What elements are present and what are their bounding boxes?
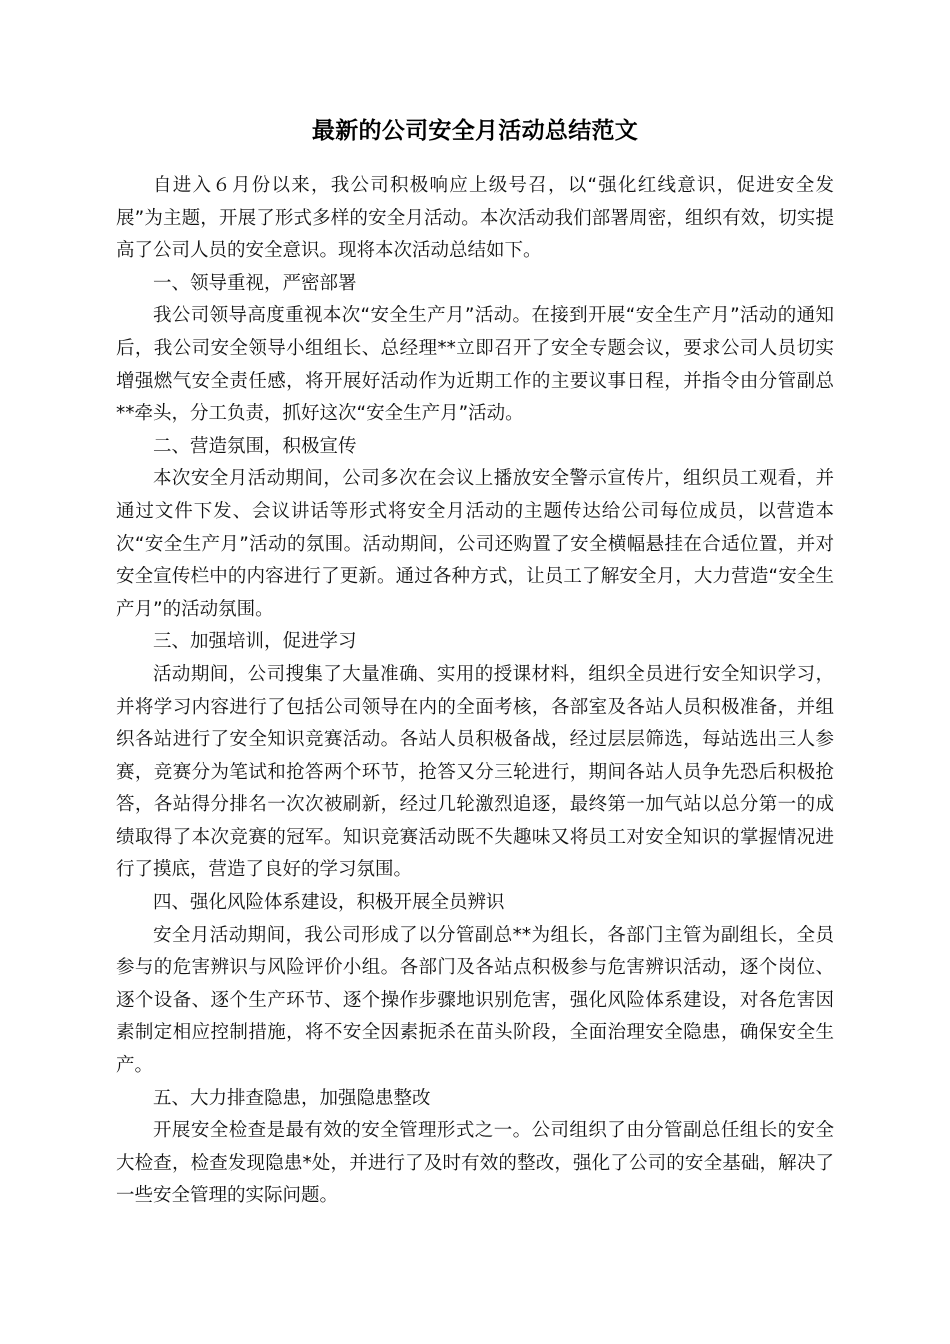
section-heading-5: 五、大力排查隐患，加强隐患整改	[153, 1087, 431, 1109]
section-heading-2: 二、营造氛围，积极宣传	[153, 435, 357, 457]
section-heading-4: 四、强化风险体系建设，积极开展全员辨识	[153, 892, 505, 914]
section-body-1: 我公司领导高度重视本次“安全生产月”活动。在接到开展“安全生产月”活动的通知后，我公司安全领导小组组长、总经理**立即召开了安全专题会议，要求公司人员切实增强燃气安全责任感，将开展好活动作为近期工作的主要议事日程，并指令由分管副总**牵头，分工负责，抓好这次“安全生产月”活动。	[116, 305, 834, 425]
intro-paragraph: 自进入６月份以来，我公司积极响应上级号召，以“强化红线意识，促进安全发展”为主题，开展了形式多样的安全月活动。本次活动我们部署周密，组织有效，切实提高了公司人员的安全意识。现将本次活动总结如下。	[116, 175, 834, 262]
section-body-3: 活动期间，公司搜集了大量准确、实用的授课材料，组织全员进行安全知识学习，并将学习内容进行了包括公司领导在内的全面考核，各部室及各站人员积极准备，并组织各站进行了安全知识竞赛活动。各站人员积极备战，经过层层筛选，每站选出三人参赛，竞赛分为笔试和抢答两个环节，抢答又分三轮进行，期间各站人员争先恐后积极抢答，各站得分排名一次次被刷新，经过几轮激烈追逐，最终第一加气站以总分第一的成绩取得了本次竞赛的冠军。知识竞赛活动既不失趣味又将员工对安全知识的掌握情况进行了摸底，营造了良好的学习氛围。	[116, 663, 834, 881]
section-heading-1: 一、领导重视，严密部署	[153, 272, 357, 294]
section-body-4: 安全月活动期间，我公司形成了以分管副总**为组长，各部门主管为副组长，全员参与的危害辨识与风险评价小组。各部门及各站点积极参与危害辨识活动，逐个岗位、逐个设备、逐个生产环节、逐个操作步骤地识别危害，强化风险体系建设，对各危害因素制定相应控制措施，将不安全因素扼杀在苗头阶段，全面治理安全隐患，确保安全生产。	[116, 924, 834, 1077]
section-heading-3: 三、加强培训，促进学习	[153, 631, 357, 653]
document-title: 最新的公司安全月活动总结范文	[311, 118, 639, 144]
section-body-2: 本次安全月活动期间，公司多次在会议上播放安全警示宣传片，组织员工观看，并通过文件下发、会议讲话等形式将安全月活动的主题传达给公司每位成员，以营造本次“安全生产月”活动的氛围。活动期间，公司还购置了安全横幅悬挂在合适位置，并对安全宣传栏中的内容进行了更新。通过各种方式，让员工了解安全月，大力营造“安全生产月”的活动氛围。	[116, 468, 834, 620]
document-body	[116, 170, 834, 1213]
section-body-5: 开展安全检查是最有效的安全管理形式之一。公司组织了由分管副总任组长的安全大检查，检查发现隐患*处，并进行了及时有效的整改，强化了公司的安全基础，解决了一些安全管理的实际问题。	[116, 1120, 834, 1207]
